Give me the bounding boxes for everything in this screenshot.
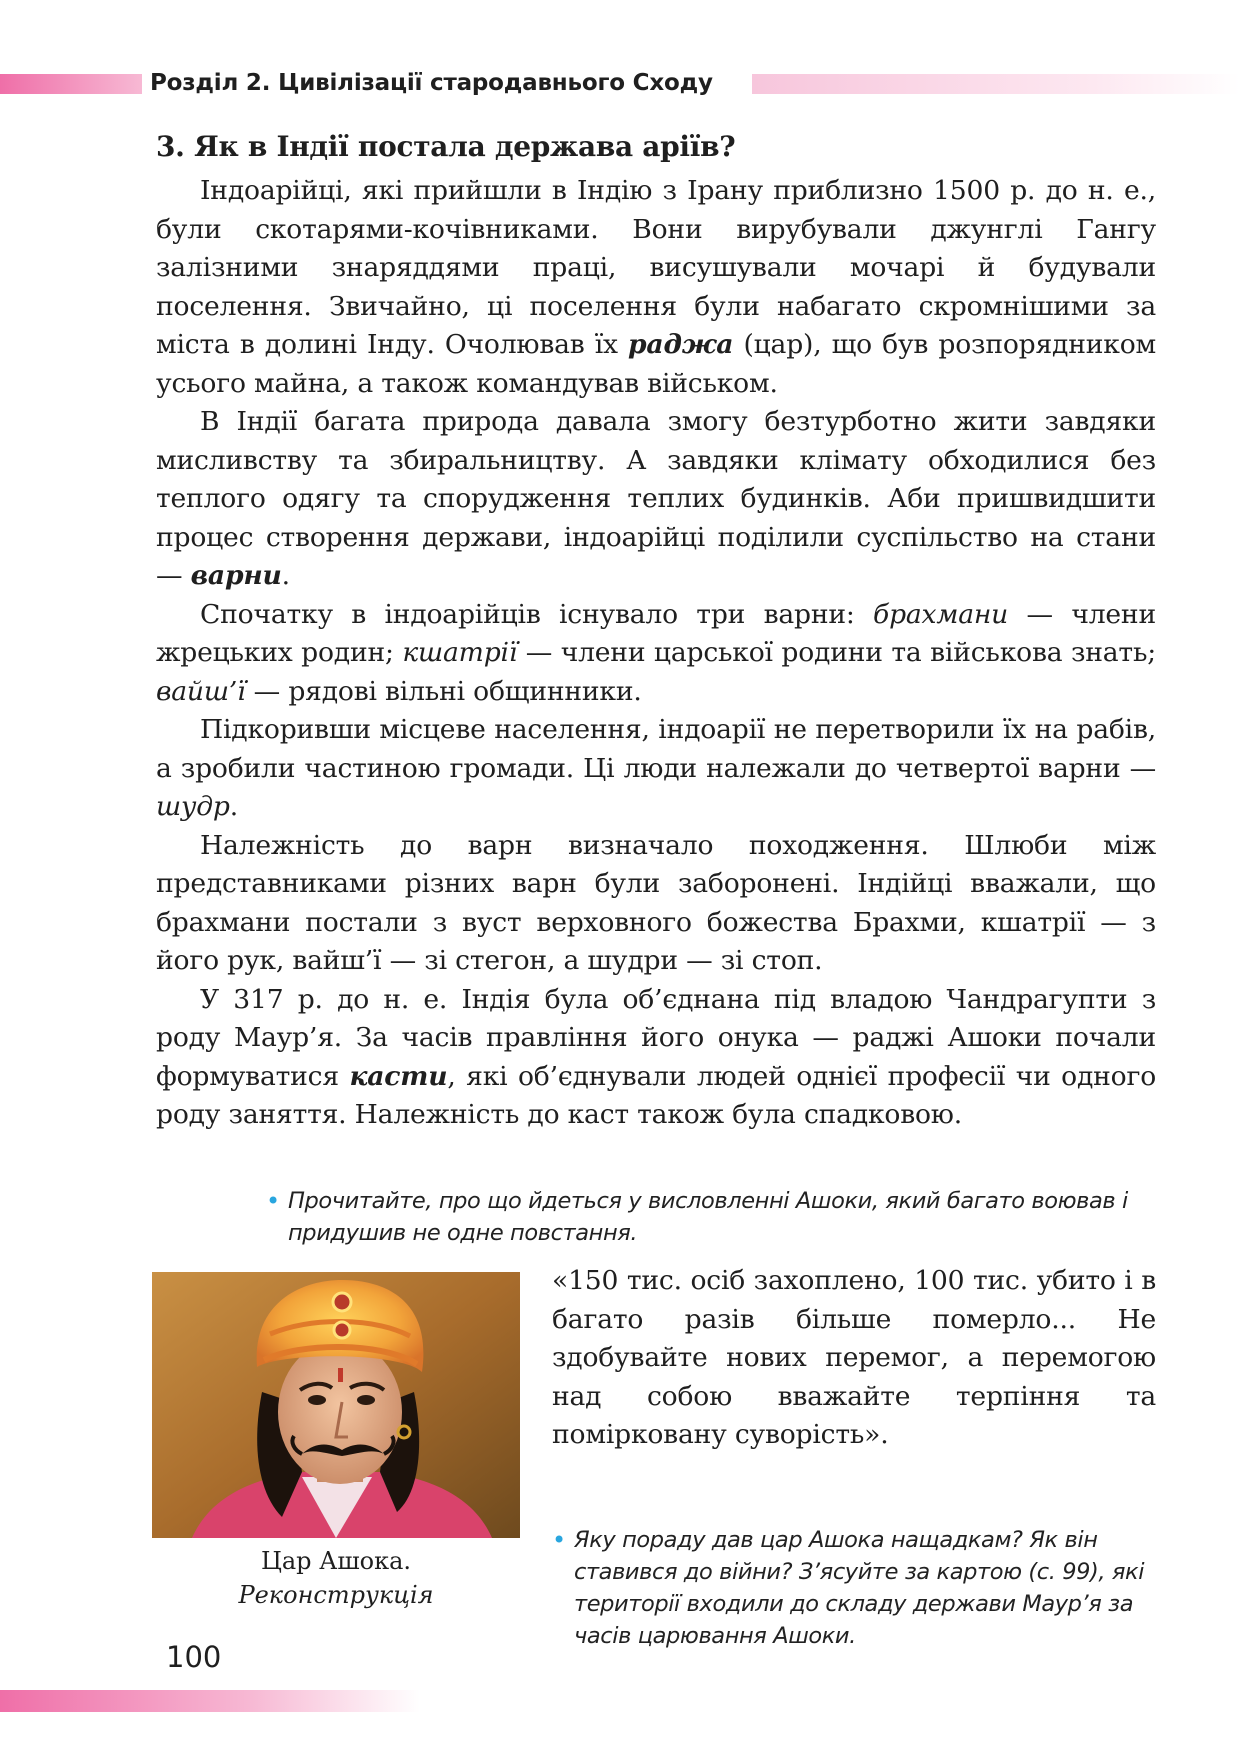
bullet-icon: • <box>552 1526 566 1554</box>
chapter-title: Розділ 2. Цивілізації стародавнього Сходу <box>150 70 713 96</box>
ashoka-portrait-image <box>152 1272 520 1538</box>
paragraph-3-text-b: — члени жрецьких родин; <box>156 598 1156 668</box>
paragraph-4 <box>156 711 1156 827</box>
paragraph-4-text-end: . <box>229 791 238 822</box>
paragraph-6 <box>156 981 1156 1135</box>
term-varny: варни <box>190 560 282 591</box>
term-kasty: касти <box>349 1060 448 1092</box>
paragraph-5: Належність до варн визначало походження. Шлюби між представниками різних варн були заборонені. Індійці вважали, що брахмани постали з вуст верховного божества Брахми, кшатрії — з його рук, вайш’ї — зі стегон, а шудри — зі стоп. <box>156 829 1156 976</box>
caption-line-1: Цар Ашока. <box>260 1547 412 1575</box>
footer-stripe <box>0 1690 420 1712</box>
bullet-icon: • <box>266 1187 280 1215</box>
paragraph-4-text: Підкоривши місцеве населення, індоарії не перетворили їх на рабів, а зробили частиною громади. Ці люди належали до четвертої варни — <box>156 714 1156 784</box>
portrait-caption <box>152 1544 520 1612</box>
paragraph-1 <box>156 172 1156 403</box>
chapter-header <box>0 68 1240 98</box>
paragraph-1-text: Індоарійці, які прийшли в Індію з Ірану приблизно 1500 р. до н. е., були скотарями-кочівниками. Вони вирубували джунглі Гангу залізними знаряддями праці, висушували мочарі й будували поселення. Звичайно, ці поселення були набагато скромнішими за міста в долині Інду. Очолював їх <box>156 175 1156 360</box>
term-kshatrii: кшатрії <box>402 637 518 668</box>
term-vaishi: вайш’ї <box>156 675 246 707</box>
paragraph-3-text-c: — члени царської родини та військова знать; <box>517 637 1156 668</box>
ashoka-portrait <box>152 1272 520 1538</box>
term-raja: раджа <box>628 329 734 360</box>
paragraph-6-text: У 317 р. до н. е. Індія була об’єднана під владою Чандрагупти з роду Маур’я. За часів правління його онука — раджі Ашоки почали формуватися <box>156 983 1156 1092</box>
task-1-text: Прочитайте, про що йдеться у висловленні Ашоки, який багато воював і придушив не одне повстання. <box>288 1188 1128 1246</box>
term-brahmany: брахмани <box>873 598 1009 630</box>
task-read-quote <box>266 1185 1158 1249</box>
task-2-text: Яку пораду дав цар Ашока нащадкам? Як він ставився до війни? З’ясуйте за картою (с. 99), які території входили до складу держави Маур’я за часів царювання Ашоки. <box>574 1527 1145 1649</box>
paragraph-2-text: В Індії багата природа давала змогу безтурботно жити завдяки мисливству та збиральництву. А завдяки клімату обходилися без теплого одягу та спорудження теплих будинків. Аби пришвидшити процес створення держави, індоарійці поділили суспільство на стани — <box>156 406 1156 591</box>
caption-line-2: Реконструкція <box>238 1581 434 1609</box>
paragraph-3-text-d: — рядові вільні общинники. <box>245 675 642 707</box>
term-shudry: шудр <box>156 791 230 822</box>
paragraph-2-text-end: . <box>281 560 290 591</box>
header-stripe-left <box>0 74 142 94</box>
header-stripe-right <box>752 74 1240 94</box>
paragraph-2 <box>156 403 1156 596</box>
ashoka-quote: «150 тис. осіб захоплено, 100 тис. убито і в багато разів більше померло... Не здобувайте нових перемог, а перемогою над собою вважайте терпіння та помірковану суворість». <box>552 1265 1156 1450</box>
page-number: 100 <box>166 1640 222 1674</box>
paragraph-3-text: Спочатку в індоарійців існувало три варни: <box>200 598 874 630</box>
paragraph-3 <box>156 596 1156 712</box>
paragraph-6-text-end: , які об’єднували людей однієї професії чи одного роду заняття. Належність до каст також була спадковою. <box>156 1060 1157 1130</box>
main-text <box>156 172 1156 1135</box>
paragraph-1-text-end: (цар), що був розпорядником усього майна, а також командував військом. <box>156 329 1156 399</box>
task-questions <box>552 1524 1158 1652</box>
section-heading: 3. Як в Індії постала держава аріїв? <box>156 130 736 163</box>
